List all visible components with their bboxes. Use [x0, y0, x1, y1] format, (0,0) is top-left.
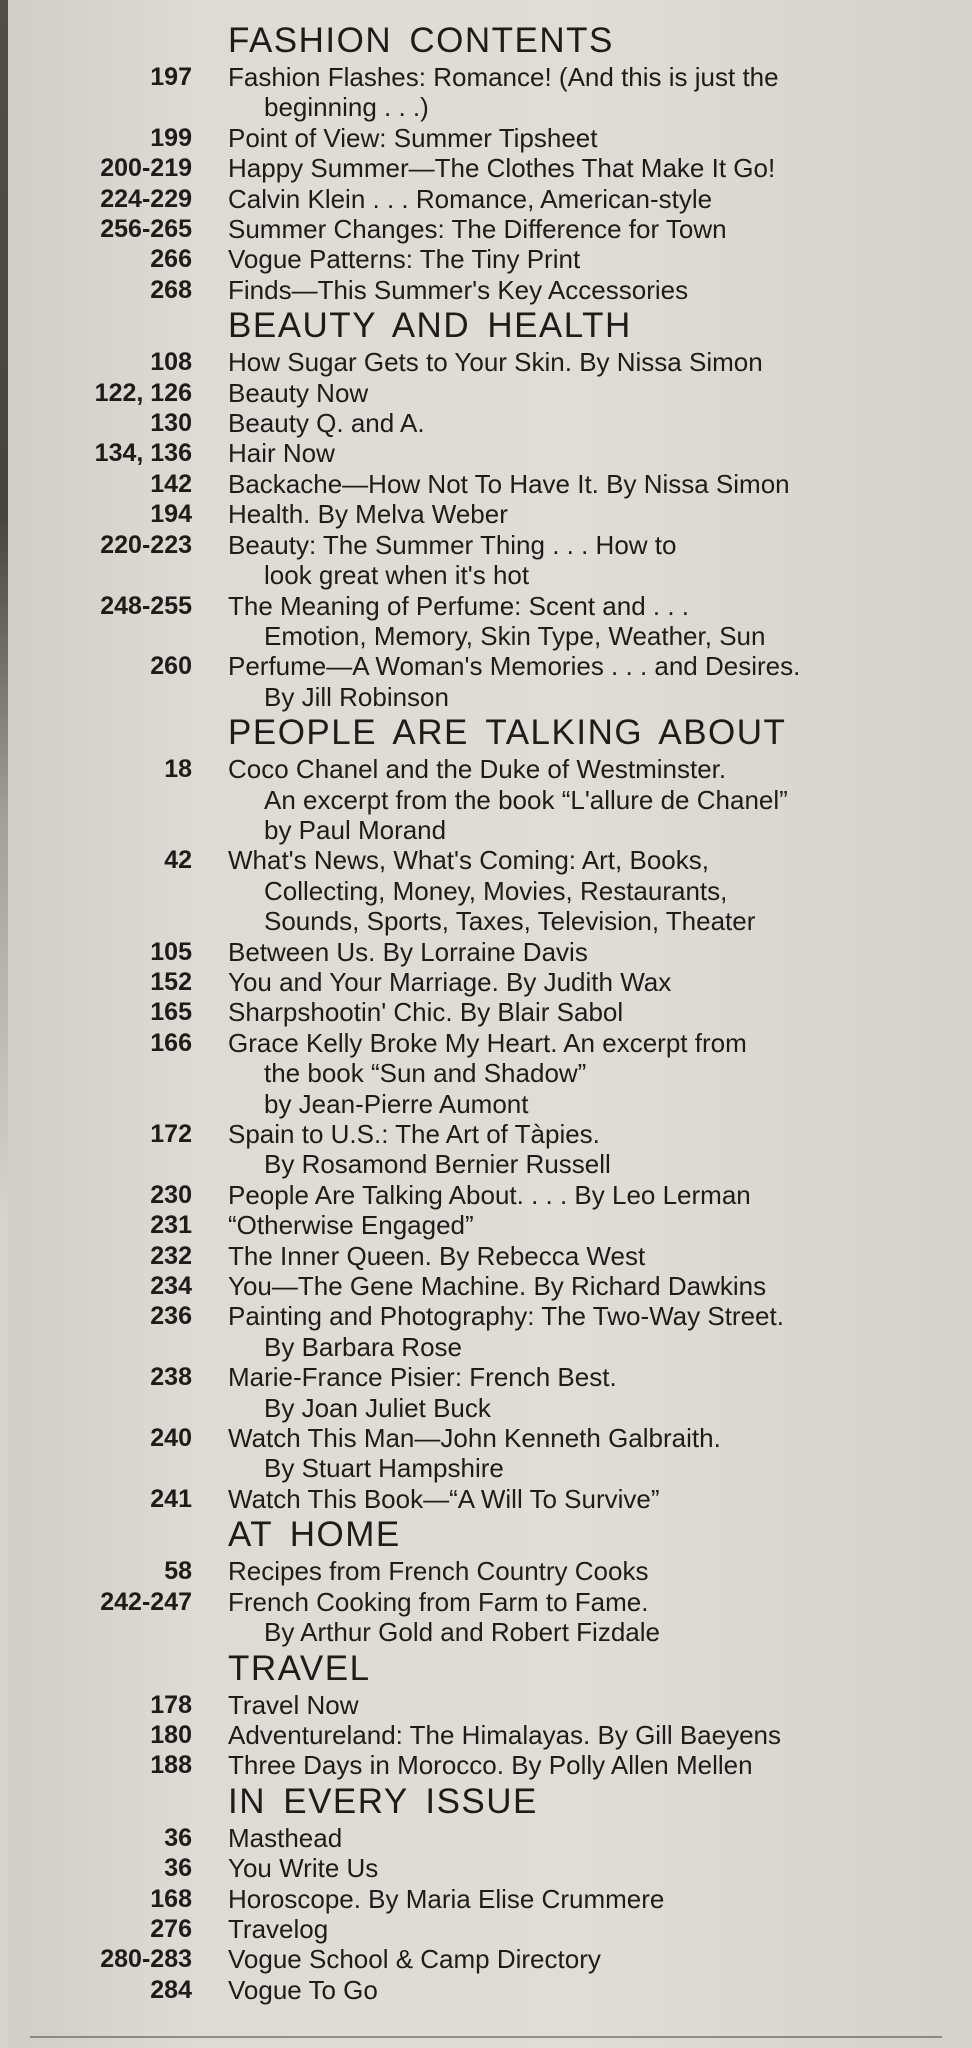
toc-entry — [0, 651, 972, 712]
entry-line: Health. By Melva Weber — [228, 499, 508, 530]
page-number: 58 — [164, 1557, 192, 1586]
toc-section — [0, 1648, 972, 1781]
page-number: 152 — [150, 967, 192, 996]
toc-entry — [0, 378, 972, 408]
toc-entry — [0, 153, 972, 183]
toc-entry — [0, 347, 972, 377]
page-number: 105 — [150, 937, 192, 966]
entry-line: Travel Now — [228, 1689, 359, 1720]
table-of-contents — [0, 20, 972, 2005]
toc-entry — [0, 1362, 972, 1423]
page-number: 197 — [150, 63, 192, 91]
entry-line: Vogue To Go — [228, 1974, 378, 2005]
entry-line: Beauty: The Summer Thing . . . How to — [228, 529, 677, 560]
entry-title — [228, 1823, 948, 1853]
toc-entry — [0, 1884, 972, 1914]
page-number: 108 — [150, 348, 192, 377]
page-number: 200-219 — [100, 154, 192, 183]
entry-title — [228, 530, 948, 591]
page-number: 260 — [150, 652, 192, 681]
entry-title — [228, 1750, 948, 1780]
entry-title — [228, 1853, 948, 1883]
toc-section — [0, 305, 972, 712]
entry-continuation-line: By Rosamond Bernier Russell — [264, 1149, 611, 1180]
toc-entry — [0, 530, 972, 591]
page-number: 284 — [150, 1975, 192, 2004]
toc-entry — [0, 937, 972, 967]
entry-title — [228, 1241, 948, 1271]
page-number: 238 — [150, 1363, 192, 1392]
toc-entry — [0, 184, 972, 214]
entry-line: The Inner Queen. By Rebecca West — [228, 1240, 646, 1271]
entry-continuation-line: the book “Sun and Shadow” — [264, 1058, 587, 1089]
entry-line: Calvin Klein . . . Romance, American-style — [228, 183, 713, 214]
entry-line: Fashion Flashes: Romance! (And this is just the — [228, 62, 779, 92]
entry-line: Spain to U.S.: The Art of Tàpies. — [228, 1119, 600, 1149]
entry-title — [228, 1884, 948, 1914]
page-number: 134, 136 — [94, 439, 192, 468]
entry-line: The Meaning of Perfume: Scent and . . . — [228, 590, 690, 621]
page-number: 18 — [164, 755, 192, 784]
page-number: 276 — [150, 1914, 192, 1943]
toc-entry — [0, 1587, 972, 1648]
page-number: 130 — [150, 409, 192, 438]
entry-title — [228, 1028, 948, 1119]
entry-title — [228, 1210, 948, 1240]
entry-line: Summer Changes: The Difference for Town — [228, 214, 727, 245]
toc-section — [0, 1781, 972, 2005]
toc-entry — [0, 1853, 972, 1883]
entry-line: Marie-France Pisier: French Best. — [228, 1362, 617, 1393]
entry-line: Horoscope. By Maria Elise Crummere — [228, 1883, 665, 1914]
entry-line: Backache—How Not To Have It. By Nissa Simon — [228, 468, 790, 499]
entry-line: Watch This Book—“A Will To Survive” — [228, 1483, 660, 1514]
entry-title — [228, 469, 948, 499]
entry-title — [228, 1556, 948, 1586]
page-number: 234 — [150, 1272, 192, 1301]
toc-entry — [0, 1028, 972, 1119]
page-number: 142 — [150, 469, 192, 498]
toc-entry — [0, 1180, 972, 1210]
entry-line: Hair Now — [228, 438, 335, 469]
entry-title — [228, 845, 948, 936]
entry-title — [228, 1587, 948, 1648]
entry-continuation-line: By Barbara Rose — [264, 1331, 462, 1362]
entry-line: “Otherwise Engaged” — [228, 1210, 474, 1241]
entry-title — [228, 438, 948, 468]
entry-title — [228, 937, 948, 967]
toc-section — [0, 20, 972, 305]
section-heading: BEAUTY AND HEALTH — [228, 306, 632, 346]
toc-entry — [0, 1423, 972, 1484]
entry-title — [228, 123, 948, 153]
entry-title — [228, 1484, 948, 1514]
entry-title — [228, 244, 948, 274]
page-number: 242-247 — [100, 1587, 192, 1616]
page-number: 180 — [150, 1720, 192, 1749]
toc-entry — [0, 1720, 972, 1750]
entry-continuation-line: By Stuart Hampshire — [264, 1453, 504, 1484]
page-number: 256-265 — [100, 215, 192, 244]
toc-entry — [0, 499, 972, 529]
page-number: 220-223 — [100, 530, 192, 559]
page-number: 165 — [150, 998, 192, 1027]
entry-line: Between Us. By Lorraine Davis — [228, 936, 588, 967]
entry-line: You—The Gene Machine. By Richard Dawkins — [228, 1271, 767, 1302]
section-heading: TRAVEL — [228, 1648, 371, 1688]
entry-title — [228, 184, 948, 214]
entry-line: Perfume—A Woman's Memories . . . and Desires. — [228, 651, 801, 682]
toc-entry — [0, 438, 972, 468]
entry-line: Adventureland: The Himalayas. By Gill Baeyens — [228, 1719, 782, 1750]
page-number: 168 — [150, 1884, 192, 1913]
toc-entry — [0, 754, 972, 845]
entry-line: Beauty Now — [228, 377, 369, 408]
entry-line: Travelog — [228, 1913, 329, 1944]
entry-line: Painting and Photography: The Two-Way Street. — [228, 1301, 784, 1332]
page-number: 231 — [150, 1211, 192, 1240]
entry-title — [228, 591, 948, 652]
entry-title — [228, 408, 948, 438]
entry-title — [228, 1362, 948, 1423]
page-number: 172 — [150, 1120, 192, 1148]
entry-line: Three Days in Morocco. By Polly Allen Mellen — [228, 1750, 753, 1781]
entry-title — [228, 1119, 948, 1180]
toc-entry — [0, 469, 972, 499]
entry-continuation-line: By Jill Robinson — [264, 681, 449, 712]
toc-entry — [0, 1119, 972, 1180]
entry-continuation-line: look great when it's hot — [264, 560, 530, 591]
page-number: 280-283 — [100, 1945, 192, 1974]
page-number: 248-255 — [100, 591, 192, 620]
entry-title — [228, 967, 948, 997]
entry-line: Vogue School & Camp Directory — [228, 1944, 601, 1975]
entry-continuation-line: By Arthur Gold and Robert Fizdale — [264, 1617, 660, 1648]
toc-entry — [0, 591, 972, 652]
page-number: 266 — [150, 245, 192, 274]
page-number: 240 — [150, 1424, 192, 1453]
page-number: 224-229 — [100, 184, 192, 213]
entry-continuation-line: By Joan Juliet Buck — [264, 1392, 491, 1423]
toc-entry — [0, 1690, 972, 1720]
toc-entry — [0, 214, 972, 244]
entry-line: Point of View: Summer Tipsheet — [228, 122, 598, 153]
page-number: 178 — [150, 1690, 192, 1719]
page-number: 230 — [150, 1180, 192, 1209]
toc-entry — [0, 408, 972, 438]
section-heading: AT HOME — [228, 1515, 401, 1555]
entry-title — [228, 1720, 948, 1750]
entry-title — [228, 1180, 948, 1210]
section-heading: IN EVERY ISSUE — [228, 1781, 538, 1821]
toc-entry — [0, 244, 972, 274]
entry-title — [228, 275, 948, 305]
page-number: 241 — [150, 1484, 192, 1513]
toc-entry — [0, 1750, 972, 1780]
toc-entry — [0, 1484, 972, 1514]
entry-line: Recipes from French Country Cooks — [228, 1556, 649, 1587]
entry-line: Grace Kelly Broke My Heart. An excerpt from — [228, 1027, 747, 1058]
toc-section — [0, 1514, 972, 1647]
page-number: 122, 126 — [94, 378, 192, 407]
entry-title — [228, 1975, 948, 2005]
page-number: 42 — [164, 846, 192, 875]
toc-entry — [0, 123, 972, 153]
section-heading: PEOPLE ARE TALKING ABOUT — [228, 713, 787, 753]
entry-line: Coco Chanel and the Duke of Westminster. — [228, 754, 727, 785]
entry-title — [228, 754, 948, 845]
entry-continuation-line: by Jean-Pierre Aumont — [264, 1088, 529, 1119]
entry-continuation-line: beginning . . .) — [264, 92, 429, 123]
entry-line: Masthead — [228, 1822, 343, 1853]
toc-entry — [0, 1975, 972, 2005]
bottom-rule — [30, 2036, 942, 2038]
toc-entry — [0, 1271, 972, 1301]
entry-line: You Write Us — [228, 1853, 379, 1884]
page-number: 166 — [150, 1028, 192, 1057]
entry-line: Sharpshootin' Chic. By Blair Sabol — [228, 997, 624, 1028]
toc-entry — [0, 275, 972, 305]
toc-entry — [0, 62, 972, 123]
toc-entry — [0, 997, 972, 1027]
entry-title — [228, 1301, 948, 1362]
entry-line: People Are Talking About. . . . By Leo Lerman — [228, 1179, 751, 1210]
section-heading: FASHION CONTENTS — [228, 21, 614, 60]
entry-line: You and Your Marriage. By Judith Wax — [228, 966, 672, 997]
entry-line: Watch This Man—John Kenneth Galbraith. — [228, 1423, 721, 1454]
toc-entry — [0, 967, 972, 997]
toc-entry — [0, 845, 972, 936]
entry-title — [228, 997, 948, 1027]
entry-line: How Sugar Gets to Your Skin. By Nissa Simon — [228, 347, 763, 378]
entry-line: Finds—This Summer's Key Accessories — [228, 274, 689, 305]
toc-entry — [0, 1914, 972, 1944]
entry-line: Vogue Patterns: The Tiny Print — [228, 244, 581, 275]
toc-entry — [0, 1944, 972, 1974]
entry-title — [228, 499, 948, 529]
entry-line: Happy Summer—The Clothes That Make It Go! — [228, 153, 776, 184]
toc-entry — [0, 1823, 972, 1853]
entry-line: Beauty Q. and A. — [228, 408, 425, 439]
entry-title — [228, 1914, 948, 1944]
toc-entry — [0, 1241, 972, 1271]
entry-continuation-line: Sounds, Sports, Taxes, Television, Theater — [264, 906, 756, 937]
page-number: 232 — [150, 1241, 192, 1270]
entry-continuation-line: Emotion, Memory, Skin Type, Weather, Sun — [264, 620, 766, 651]
page-number: 268 — [150, 275, 192, 304]
entry-title — [228, 1944, 948, 1974]
entry-title — [228, 153, 948, 183]
toc-section — [0, 712, 972, 1514]
entry-title — [228, 62, 948, 123]
entry-line: What's News, What's Coming: Art, Books, — [228, 845, 709, 876]
page-number: 36 — [164, 1854, 192, 1883]
page-number: 199 — [150, 123, 192, 152]
entry-title — [228, 347, 948, 377]
entry-line: French Cooking from Farm to Fame. — [228, 1586, 649, 1617]
entry-continuation-line: Collecting, Money, Movies, Restaurants, — [264, 875, 728, 906]
entry-title — [228, 651, 948, 712]
entry-title — [228, 214, 948, 244]
entry-title — [228, 378, 948, 408]
toc-entry — [0, 1301, 972, 1362]
toc-entry — [0, 1556, 972, 1586]
page-number: 194 — [150, 500, 192, 529]
page-number: 236 — [150, 1302, 192, 1331]
toc-entry — [0, 1210, 972, 1240]
entry-continuation-line: by Paul Morand — [264, 814, 447, 845]
entry-title — [228, 1271, 948, 1301]
page-number: 188 — [150, 1751, 192, 1780]
entry-title — [228, 1690, 948, 1720]
page-number: 36 — [164, 1823, 192, 1852]
entry-title — [228, 1423, 948, 1484]
entry-continuation-line: An excerpt from the book “L'allure de Chanel” — [264, 784, 788, 815]
